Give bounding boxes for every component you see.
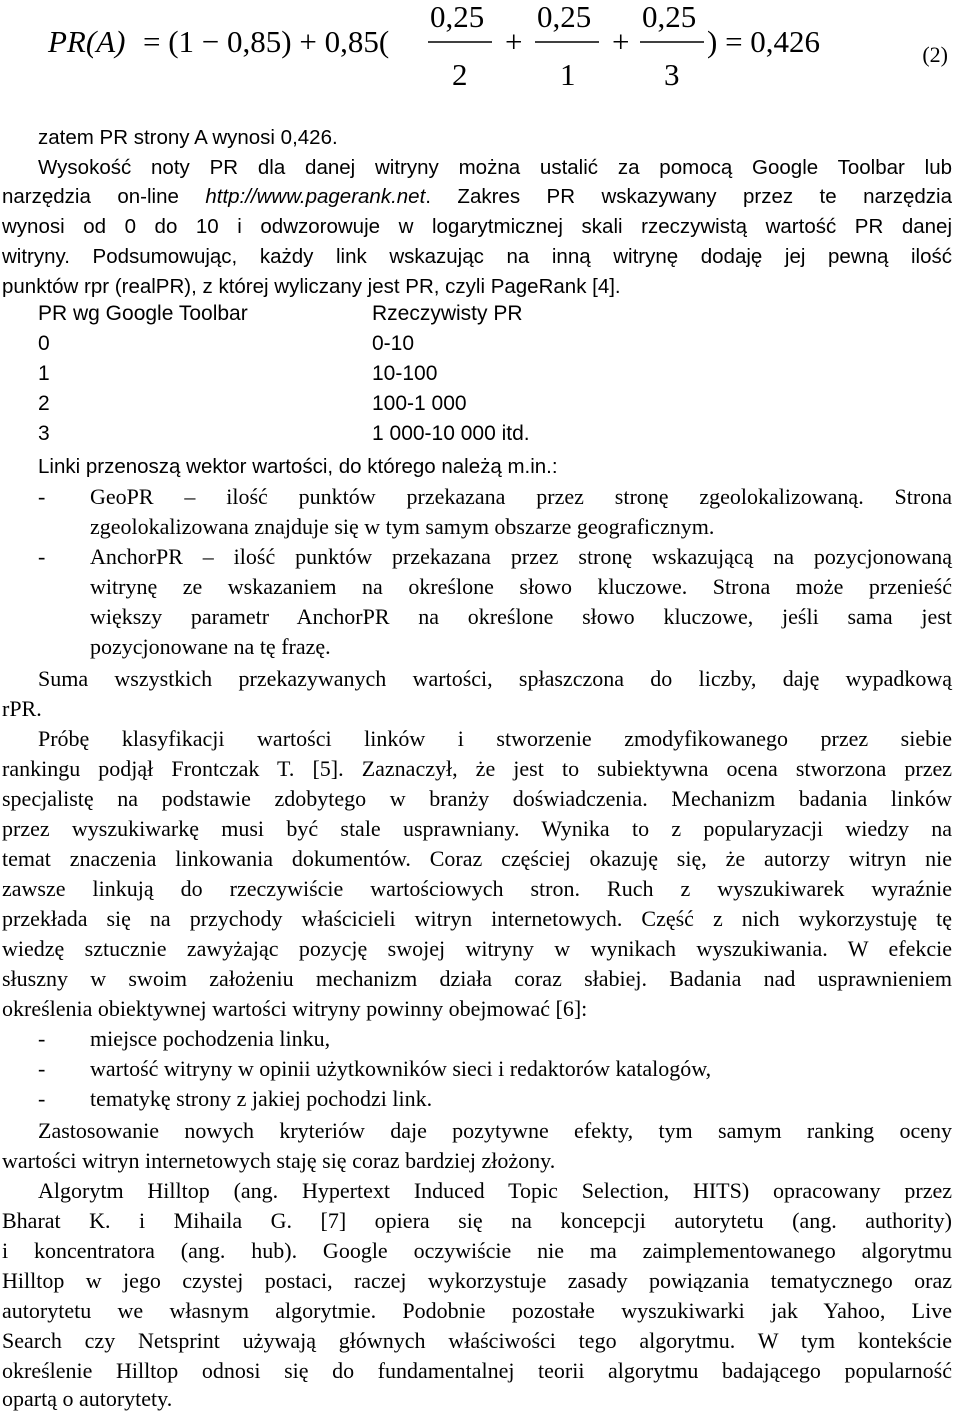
- para1-line-3: [2, 182, 952, 211]
- pagerank-link[interactable]: http://www.pagerank.net: [205, 185, 426, 208]
- table-header-toolbar: PR wg Google Toolbar: [38, 302, 248, 325]
- fraction-2-numerator: 0,25: [537, 0, 592, 34]
- links-intro: Linki przenoszą wektor wartości, do którego należą m.in.:: [38, 455, 558, 478]
- para-probe-line: słuszny w swoim założeniu mechanizm działa coraz słabiej. Badania nad usprawnieniem: [2, 966, 952, 991]
- formula-lhs: PR(A): [48, 24, 126, 59]
- list-item-anchorpr-line-4: pozycjonowane na tę frazę.: [90, 634, 331, 659]
- table-cell: 1 000-10 000 itd.: [372, 422, 530, 445]
- fraction-3-denominator: 3: [664, 57, 680, 92]
- table-cell: 100-1 000: [372, 392, 467, 415]
- para1-line-2: Wysokość noty PR dla danej witryny można ustalić za pomocą Google Toolbar lub: [38, 156, 952, 179]
- list-bullet: -: [38, 1026, 46, 1051]
- para-probe-line: specjalistę na podstawie zdobytego w branży doświadczenia. Mechanizm badania linków: [2, 786, 952, 811]
- formula-plus-1: +: [505, 24, 523, 59]
- para-hilltop-line: Bharat K. i Mihaila G. [7] opiera się na koncepcji autorytetu (ang. authority): [2, 1208, 952, 1233]
- list-item: tematykę strony z jakiej pochodzi link.: [90, 1086, 433, 1111]
- para1-line-6: punktów rpr (realPR), z której wyliczany jest PR, czyli PageRank [4].: [2, 275, 621, 298]
- para-probe-line: przekłada się na przychody właścicieli witryn internetowych. Część z nich wykorzystuję tę: [2, 906, 952, 931]
- fraction-2-denominator: 1: [560, 57, 576, 92]
- para1-text-b: . Zakres PR wskazywany przez te narzędzia: [425, 185, 952, 208]
- para1-line-1: zatem PR strony A wynosi 0,426.: [38, 126, 338, 149]
- para-hilltop-line: autorytetu we własnym algorytmie. Podobnie pozostałe wyszukiwarki jak Yahoo, Live: [2, 1298, 952, 1323]
- para-probe-line: rankingu podjął Frontczak T. [5]. Zaznaczył, że jest to subiektywna ocena stworzona przez: [2, 756, 952, 781]
- para-probe-line: przez wyszukiwarkę musi być stale usprawniany. Wynika to z popularyzacji wiedzy na: [2, 816, 952, 841]
- table-cell: 3: [38, 422, 50, 445]
- list-bullet: -: [38, 484, 46, 509]
- para-hilltop-line: Hilltop w jego czystej postaci, raczej wykorzystuje zasady powiązania tematycznego oraz: [2, 1268, 952, 1293]
- para-hilltop-line: Search czy Netsprint używają głównych właściwości tego algorytmu. W tym kontekście: [2, 1328, 952, 1353]
- para-suma-line-2: rPR.: [2, 696, 42, 721]
- table-cell: 10-100: [372, 362, 438, 385]
- para-hilltop-line: Algorytm Hilltop (ang. Hypertext Induced Topic Selection, HITS) opracowany przez: [38, 1178, 952, 1203]
- para-suma-line-1: Suma wszystkich przekazywanych wartości, spłaszczona do liczby, daję wypadkową: [38, 666, 952, 691]
- para-probe-line: Próbę klasyfikacji wartości linków i stworzenie zmodyfikowanego przez siebie: [38, 726, 952, 751]
- table-cell: 0: [38, 332, 50, 355]
- fraction-3-numerator: 0,25: [642, 0, 697, 34]
- para-probe-line: zawsze linkują do rzeczywiście wartościowych stron. Ruch z wyszukiwarek wyraźnie: [2, 876, 952, 901]
- formula-expr-part1: = (1 − 0,85) + 0,85(: [143, 24, 390, 59]
- table-cell: 1: [38, 362, 50, 385]
- formula-plus-2: +: [612, 24, 630, 59]
- para-hilltop-line: opartą o autorytety.: [2, 1386, 173, 1411]
- fraction-1-numerator: 0,25: [430, 0, 485, 34]
- list-bullet: -: [38, 544, 46, 569]
- para1-line-4: wynosi od 0 do 10 i odwzorowuje w logarytmicznej skali rzeczywistą wartość PR danej: [2, 215, 952, 238]
- list-item-geopr-line-1: GeoPR – ilość punktów przekazana przez stronę zgeolokalizowaną. Strona: [90, 484, 952, 509]
- para-probe-line: temat znaczenia linkowania dokumentów. Coraz częściej okazuję się, że autorzy witryn nie: [2, 846, 952, 871]
- para-probe-line: wiedzę sztucznie zawyżając pozycję swojej witryny w wynikach wyszukiwania. W efekcie: [2, 936, 952, 961]
- para-probe-line: określenia obiektywnej wartości witryny powinny obejmować [6]:: [2, 996, 588, 1021]
- para-zast-line-1: Zastosowanie nowych kryteriów daje pozytywne efekty, tym samym ranking oceny: [38, 1118, 952, 1143]
- equation-number: (2): [922, 42, 948, 67]
- list-item-anchorpr-line-1: AnchorPR – ilość punktów przekazana przez stronę wskazującą na pozycjonowaną: [90, 544, 952, 569]
- list-item-anchorpr-line-2: witrynę ze wskazaniem na określone słowo kluczowe. Strona może przenieść: [90, 574, 952, 599]
- para1-line-5: witryny. Podsumowując, każdy link wskazując na inną witrynę dodaję jej pewną ilość: [2, 245, 952, 268]
- list-item: wartość witryny w opinii użytkowników sieci i redaktorów katalogów,: [90, 1056, 712, 1081]
- list-item: miejsce pochodzenia linku,: [90, 1026, 331, 1051]
- table-cell: 2: [38, 392, 50, 415]
- fraction-1-denominator: 2: [452, 57, 468, 92]
- para-hilltop-line: określenie Hilltop odnosi się do fundamentalnej teorii algorytmu badającego popularność: [2, 1358, 952, 1383]
- list-item-anchorpr-line-3: większy parametr AnchorPR na określone słowo kluczowe, jeśli sama jest: [90, 604, 952, 629]
- list-item-geopr-line-2: zgeolokalizowana znajduje się w tym samym obszarze geograficznym.: [90, 514, 715, 539]
- table-header-real: Rzeczywisty PR: [372, 302, 523, 325]
- list-bullet: -: [38, 1086, 46, 1111]
- formula-svg: [0, 0, 900, 110]
- pagerank-formula: [0, 0, 960, 110]
- list-bullet: -: [38, 1056, 46, 1081]
- para-hilltop-line: i koncentratora (ang. hub). Google oczywiście nie ma zaimplementowanego algorytmu: [2, 1238, 952, 1263]
- formula-result: ) = 0,426: [707, 24, 821, 59]
- table-cell: 0-10: [372, 332, 415, 355]
- para-zast-line-2: wartości witryn internetowych staję się coraz bardziej złożony.: [2, 1148, 556, 1173]
- para1-text-a: narzędzia on-line: [2, 185, 206, 208]
